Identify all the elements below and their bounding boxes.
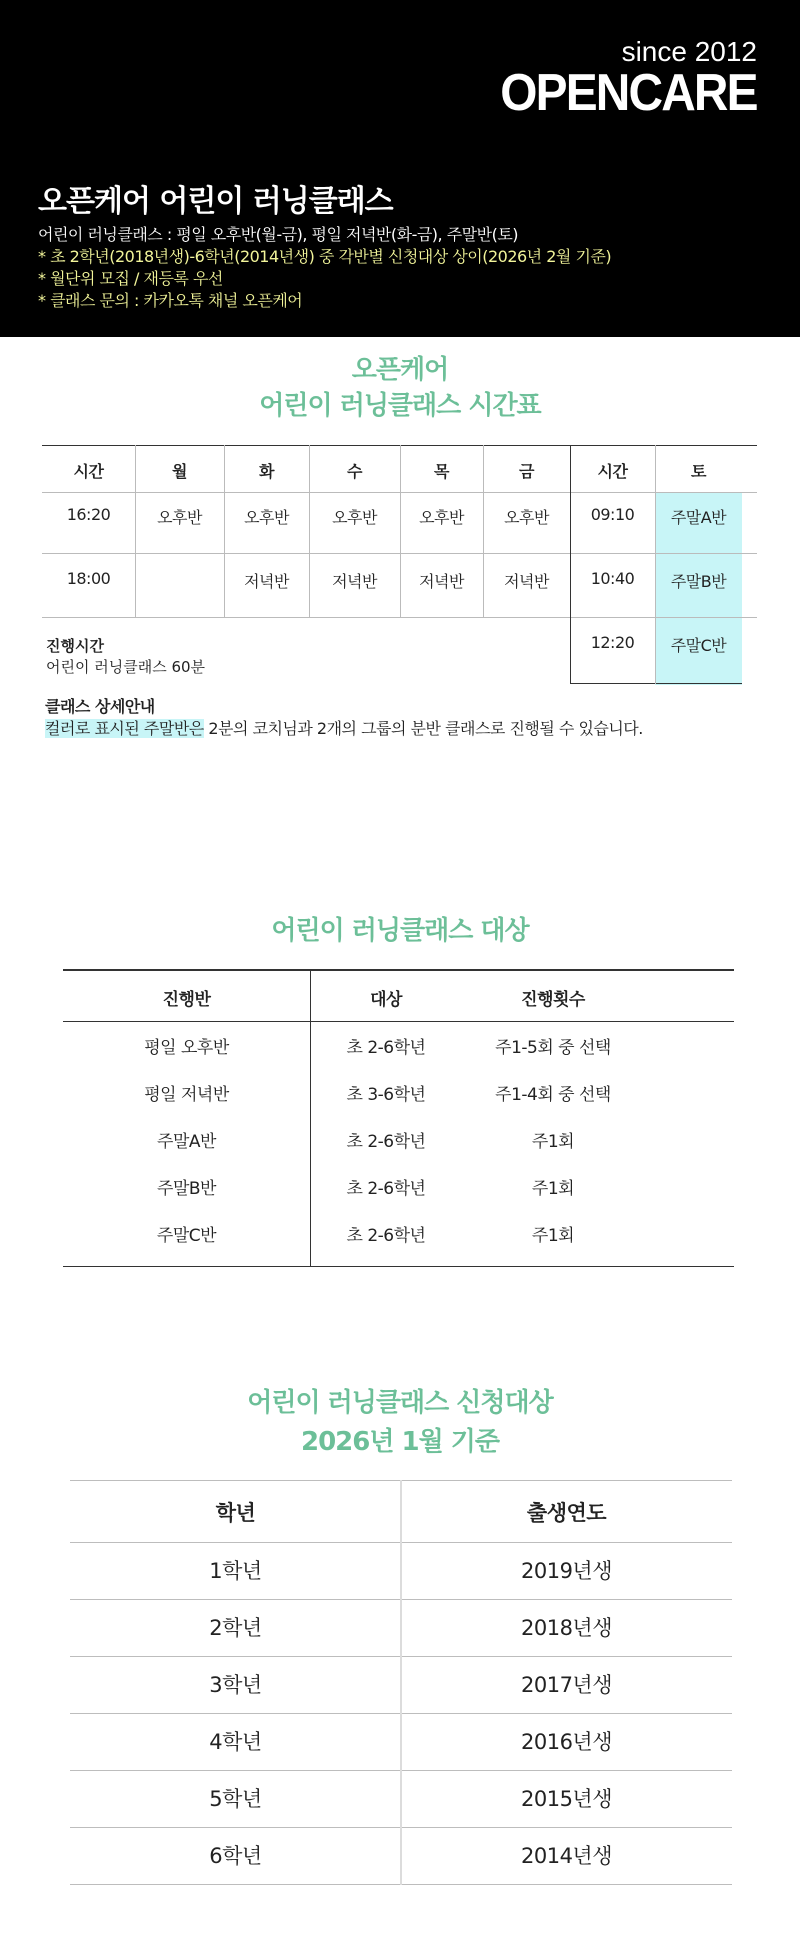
- class-target: 초 2-6학년: [346, 1226, 426, 1246]
- table-top-border: [63, 969, 734, 971]
- header-banner: [0, 0, 800, 337]
- table-bottom-border: [63, 1266, 734, 1267]
- class-target: 초 3-6학년: [346, 1085, 426, 1105]
- timetable-title-line2: 어린이 러닝클래스 시간표: [259, 391, 541, 421]
- notice-inquiry: * 클래스 문의 : 카카오톡 채널 오픈케어: [38, 291, 303, 310]
- header-wed: 수: [347, 462, 362, 481]
- grade-cell: 5학년: [209, 1787, 262, 1811]
- class-frequency: 주1-4회 중 선택: [495, 1085, 611, 1105]
- saturday-bottom-border: [570, 683, 742, 684]
- class-detail: [45, 696, 643, 740]
- birth-year-cell: 2018년생: [520, 1616, 612, 1640]
- detail-highlight: 컬러로 표시된 주말반은: [45, 719, 204, 738]
- detail-text: 2분의 코치님과 2개의 그룹의 분반 클래스로 진행될 수 있습니다.: [203, 719, 643, 738]
- birth-year-cell: 2015년생: [520, 1787, 612, 1811]
- class-cell: 오후반: [419, 508, 464, 527]
- class-cell: 오후반: [244, 508, 289, 527]
- class-cell: 저녁반: [419, 572, 464, 591]
- targets-table: [63, 969, 734, 1267]
- sat-time-cell: 12:20: [590, 633, 635, 652]
- notice-eligibility: * 초 2학년(2018년생)-6학년(2014년생) 중 각반별 신청대상 상이(2026년 2월 기준): [38, 247, 612, 266]
- class-target: 초 2-6학년: [346, 1132, 426, 1152]
- class-cell: 저녁반: [244, 572, 289, 591]
- schedule-summary: 어린이 러닝클래스 : 평일 오후반(월-금), 평일 저녁반(화-금), 주말반(토): [38, 225, 519, 244]
- opencare-logo: OPENCARE: [500, 64, 757, 122]
- grade-cell: 3학년: [209, 1673, 262, 1697]
- timetable: [42, 445, 757, 685]
- class-name: 평일 저녁반: [144, 1085, 229, 1105]
- birth-year-cell: 2019년생: [520, 1559, 612, 1583]
- targets-title: 어린이 러닝클래스 대상: [271, 916, 529, 946]
- header-tue: 화: [259, 462, 274, 481]
- class-target: 초 2-6학년: [346, 1179, 426, 1199]
- grade-cell: 4학년: [209, 1730, 262, 1754]
- time-cell: 18:00: [66, 569, 111, 588]
- sat-class-cell: 주말B반: [670, 572, 727, 591]
- brand: [478, 36, 757, 122]
- header-thu: 목: [434, 462, 449, 481]
- header-fri: 금: [519, 462, 534, 481]
- class-cell: 오후반: [504, 508, 549, 527]
- class-name: 평일 오후반: [144, 1038, 229, 1058]
- notice-monthly: * 월단위 모집 / 재등록 우선: [38, 269, 223, 288]
- class-cell: 저녁반: [504, 572, 549, 591]
- timetable-title-line1: 오픈케어: [351, 355, 449, 385]
- detail-heading: 클래스 상세안내: [45, 697, 155, 716]
- birth-year-cell: 2016년생: [520, 1730, 612, 1754]
- eligibility-title-line2: 2026년 1월 기준: [300, 1427, 500, 1457]
- grade-cell: 1학년: [209, 1559, 262, 1583]
- row-divider: [42, 617, 757, 618]
- duration-text: 어린이 러닝클래스 60분: [46, 658, 206, 676]
- header-mon: 월: [172, 462, 187, 481]
- class-cell: 오후반: [157, 508, 202, 527]
- grade-cell: 2학년: [209, 1616, 262, 1640]
- header-class: 진행반: [162, 990, 211, 1010]
- sat-time-cell: 09:10: [590, 505, 635, 524]
- duration-label: 진행시간: [46, 637, 104, 655]
- class-frequency: 주1회: [531, 1179, 575, 1199]
- header-frequency: 진행횟수: [521, 990, 585, 1010]
- header-target: 대상: [370, 990, 402, 1010]
- grade-cell: 6학년: [209, 1844, 262, 1868]
- header-divider: [63, 1021, 734, 1022]
- header-notes: [38, 224, 611, 312]
- header-time: 시간: [73, 462, 104, 481]
- class-name: 주말A반: [157, 1132, 216, 1152]
- class-frequency: 주1회: [531, 1132, 575, 1152]
- header-grade: 학년: [215, 1501, 256, 1525]
- header-sat-time: 시간: [597, 462, 628, 481]
- header-sat: 토: [691, 462, 706, 481]
- class-frequency: 주1-5회 중 선택: [495, 1038, 611, 1058]
- class-cell: 오후반: [332, 508, 377, 527]
- sat-time-cell: 10:40: [590, 569, 635, 588]
- since-label: since 2012: [621, 36, 757, 67]
- class-target: 초 2-6학년: [346, 1038, 426, 1058]
- eligibility-table: [70, 1480, 732, 1885]
- sat-class-cell: 주말A반: [670, 508, 727, 527]
- class-name: 주말C반: [156, 1226, 217, 1246]
- page-title: 오픈케어 어린이 러닝클래스: [38, 184, 393, 219]
- time-cell: 16:20: [66, 505, 111, 524]
- sat-class-cell: 주말C반: [670, 636, 727, 655]
- eligibility-title-line1: 어린이 러닝클래스 신청대상: [247, 1388, 553, 1418]
- birth-year-cell: 2014년생: [520, 1844, 612, 1868]
- class-cell: 저녁반: [332, 572, 377, 591]
- header-birth-year: 출생연도: [526, 1501, 607, 1525]
- birth-year-cell: 2017년생: [520, 1673, 612, 1697]
- duration-note: [46, 635, 205, 677]
- class-frequency: 주1회: [531, 1226, 575, 1246]
- class-name: 주말B반: [157, 1179, 216, 1199]
